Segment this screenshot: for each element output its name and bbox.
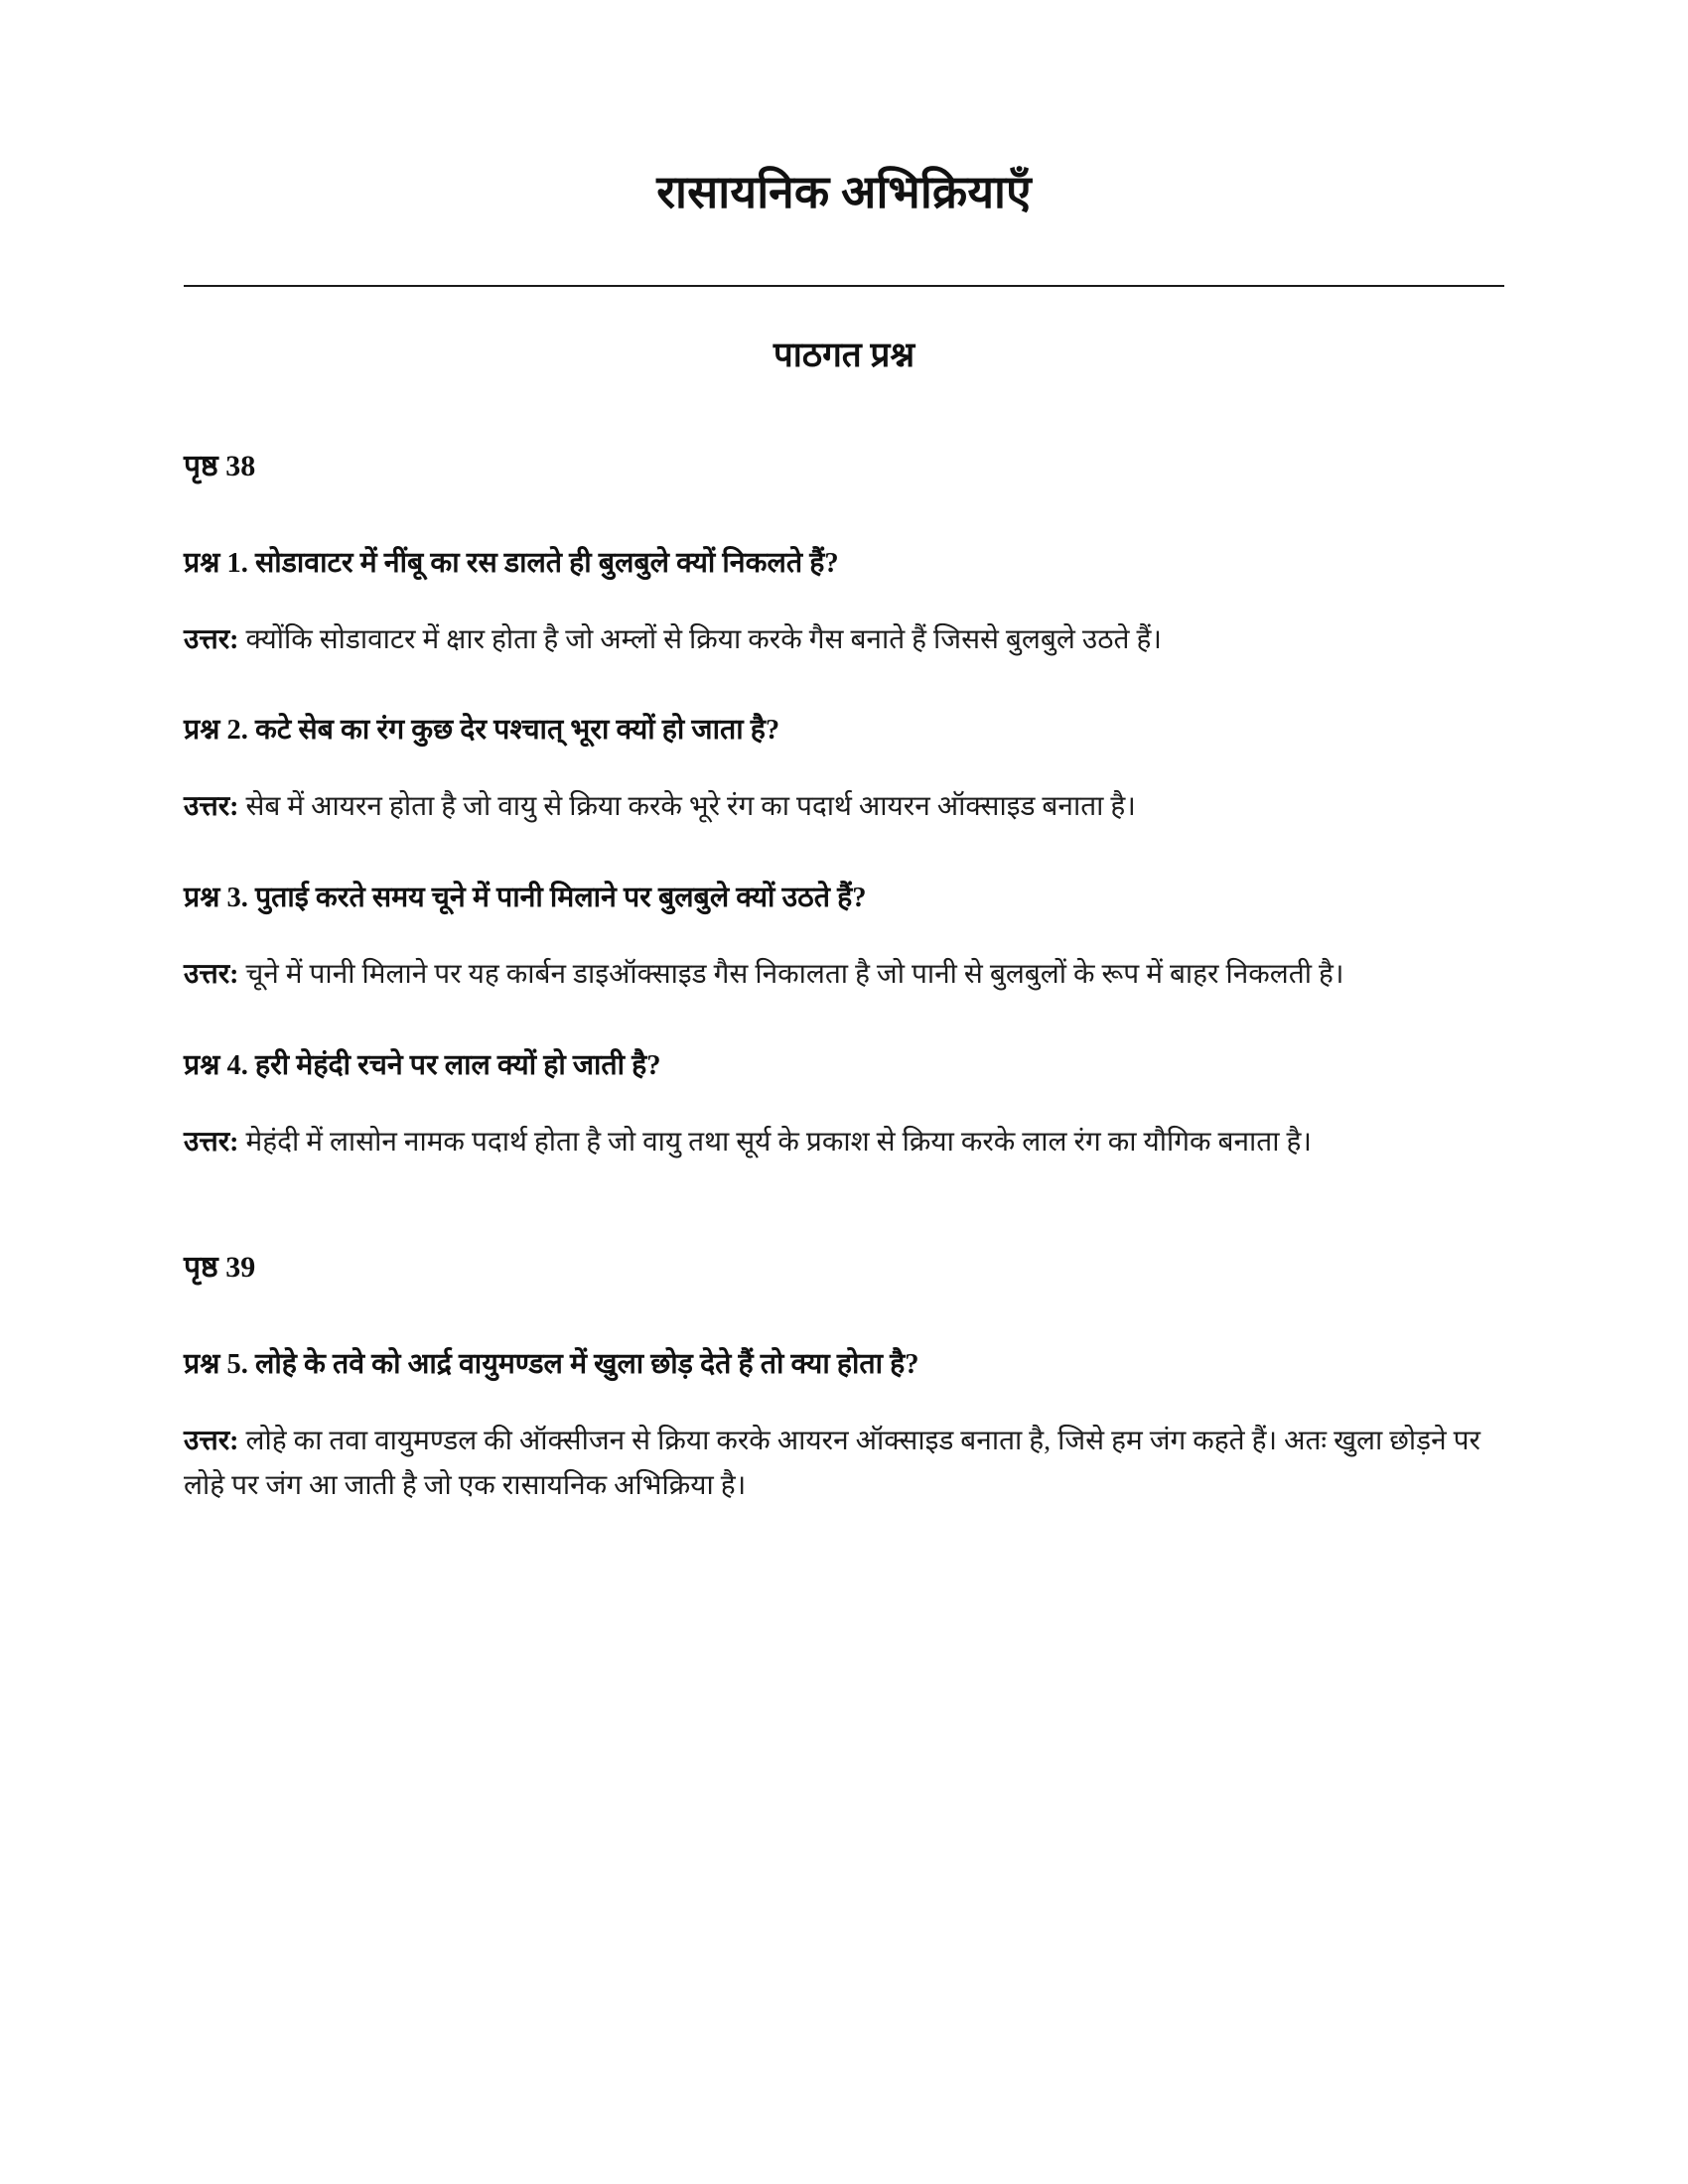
question-5: प्रश्न 5. लोहे के तवे को आर्द्र वायुमण्डल में खुला छोड़ देते हैं तो क्या होता है? [184, 1348, 919, 1380]
answer-5 [184, 1419, 1504, 1509]
question-2: प्रश्न 2. कटे सेब का रंग कुछ देर पश्चात् भूरा क्यों हो जाता है? [184, 715, 780, 747]
qa-block-2 [184, 710, 1504, 830]
page-marker-39: पृष्ठ 39 [184, 1251, 256, 1285]
page-title: रासायनिक अभिक्रियाएँ [656, 167, 1032, 217]
answer-3 [184, 952, 1504, 997]
qa-block-3 [184, 878, 1504, 998]
question-3: प्रश्न 3. पुताई करते समय चूने में पानी मिलाने पर बुलबुले क्यों उठते हैं? [184, 882, 867, 913]
question-4: प्रश्न 4. हरी मेहंदी रचने पर लाल क्यों हो जाती है? [184, 1049, 661, 1081]
answer-label-1: उत्तर: [184, 623, 239, 655]
answer-label-3: उत्तर: [184, 959, 239, 991]
qa-block-1 [184, 543, 1504, 663]
answer-text-5: लोहे का तवा वायुमण्डल की ऑक्सीजन से क्रिया करके आयरन ऑक्साइड बनाता है, जिसे हम जंग कहते हैं। अतः खुला छोड़ने पर लोहे पर जंग आ जाती है जो एक रासायनिक अभिक्रिया है। [184, 1426, 1480, 1502]
answer-label-4: उत्तर: [184, 1126, 239, 1158]
answer-label-2: उत्तर: [184, 791, 239, 823]
qa-block-4 [184, 1045, 1504, 1165]
answer-1 [184, 617, 1504, 662]
answer-label-5: उत्तर: [184, 1426, 239, 1456]
answer-4 [184, 1120, 1504, 1164]
qa-block-5 [184, 1344, 1504, 1509]
page-marker-38: पृष्ठ 38 [184, 450, 256, 482]
title-divider [184, 285, 1504, 287]
answer-text-4: मेहंदी में लासोन नामक पदार्थ होता है जो वायु तथा सूर्य के प्रकाश से क्रिया करके लाल रंग का यौगिक बनाता है। [238, 1126, 1312, 1158]
answer-2 [184, 784, 1504, 829]
answer-text-3: चूने में पानी मिलाने पर यह कार्बन डाइऑक्साइड गैस निकालता है जो पानी से बुलबुलों के रूप में बाहर निकलती है। [238, 959, 1344, 991]
answer-text-2: सेब में आयरन होता है जो वायु से क्रिया करके भूरे रंग का पदार्थ आयरन ऑक्साइड बनाता है। [238, 791, 1136, 823]
question-1: प्रश्न 1. सोडावाटर में नींबू का रस डालते ही बुलबुले क्यों निकलते हैं? [184, 547, 839, 579]
answer-text-1: क्योंकि सोडावाटर में क्षार होता है जो अम्लों से क्रिया करके गैस बनाते हैं जिससे बुलबुले उठते हैं। [238, 623, 1162, 655]
section-title: पाठगत प्रश्न [773, 335, 915, 374]
